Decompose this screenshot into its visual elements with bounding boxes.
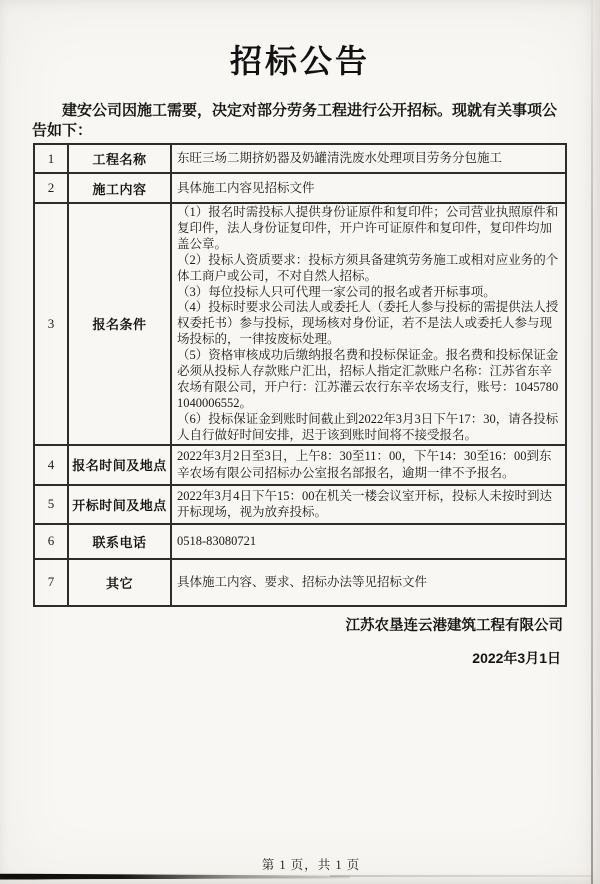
row-number: 6 xyxy=(34,524,68,559)
scan-bottom-artifact xyxy=(0,872,350,879)
row-label: 施工内容 xyxy=(68,173,171,203)
page-number-footer: 第 1 页，共 1 页 xyxy=(261,858,361,872)
signature-date: 2022年3月1日 xyxy=(472,650,561,666)
condition-item: （4）投标时要求公司法人或委托人（委托人参与投标的需提供法人授权委托书）参与投标，现场核对身份证，若不是法人或委托人参与现场投标的，一律按废标处理。 xyxy=(177,300,559,347)
condition-item: （5）资格审核成功后缴纳报名费和投标保证金。报名费和投标保证金必须从投标人存款账户汇出，招标人指定汇款账户名称：江苏省东辛农场有限公司，开户行：江苏灌云农行东辛农场支行，账号：10457801040006552。 xyxy=(177,348,559,410)
row-number: 2 xyxy=(34,173,68,203)
row-number: 7 xyxy=(34,559,68,606)
row-label: 报名条件 xyxy=(68,203,171,445)
row-number: 3 xyxy=(34,203,68,445)
row-label: 其它 xyxy=(68,559,171,606)
tender-table xyxy=(33,143,567,607)
row-label: 工程名称 xyxy=(68,144,171,173)
row-content: 东旺三场二期挤奶器及奶罐清洗废水处理项目劳务分包施工 xyxy=(171,144,566,173)
signature-block xyxy=(346,614,564,668)
scan-edge-shadow xyxy=(591,0,593,884)
row-content: 具体施工内容见招标文件 xyxy=(171,173,566,203)
row-number: 5 xyxy=(34,485,68,524)
row-content: 2022年3月4日下午15：00在机关一楼会议室开标，投标人未按时到达开标现场，视为放弃投标。 xyxy=(171,485,566,524)
table-row xyxy=(34,524,566,559)
table-row xyxy=(34,144,566,173)
row-content: 具体施工内容、要求、招标办法等见招标文件 xyxy=(171,559,566,606)
condition-item: （2）投标人资质要求：投标方须具备建筑劳务施工或相对应业务的个体工商户或公司，不对自然人招标。 xyxy=(177,252,559,283)
intro-paragraph: 建安公司因施工需要，决定对部分劳务工程进行公开招标。现就有关事项公告如下： xyxy=(32,102,558,139)
page-title: 招标公告 xyxy=(229,43,370,79)
table-row xyxy=(34,173,566,203)
row-label: 报名时间及地点 xyxy=(68,445,171,485)
table-row xyxy=(34,445,566,485)
table-row xyxy=(34,559,566,606)
scan-bottom-faint-line xyxy=(330,875,592,877)
row-content: 0518-83080721 xyxy=(171,524,566,559)
condition-item: （1）报名时需投标人提供身份证原件和复印件；公司营业执照原件和复印件，法人身份证复印件，开户许可证原件和复印件，复印件均加盖公章。 xyxy=(177,205,559,251)
table-row xyxy=(34,203,566,445)
condition-item: （3）每位投标人只可代理一家公司的报名或者开标事项。 xyxy=(177,284,496,299)
row-content: 2022年3月2日至3日，上午8：30至11：00，下午14：30至16：00到东辛农场有限公司招标办公室报名部报名，逾期一律不予报名。 xyxy=(171,445,566,485)
row-label: 联系电话 xyxy=(68,524,171,559)
row-label: 开标时间及地点 xyxy=(68,485,171,524)
row-number: 1 xyxy=(34,144,68,173)
condition-item: （6）投标保证金到账时间截止到2022年3月3日下午17：30，请各投标人自行做好时间安排，迟于该到账时间将不接受报名。 xyxy=(177,411,559,442)
row-number: 4 xyxy=(34,445,68,485)
signature-company: 江苏农垦连云港建筑工程有限公司 xyxy=(345,618,563,634)
row-content xyxy=(171,203,566,445)
table-row xyxy=(34,485,566,524)
